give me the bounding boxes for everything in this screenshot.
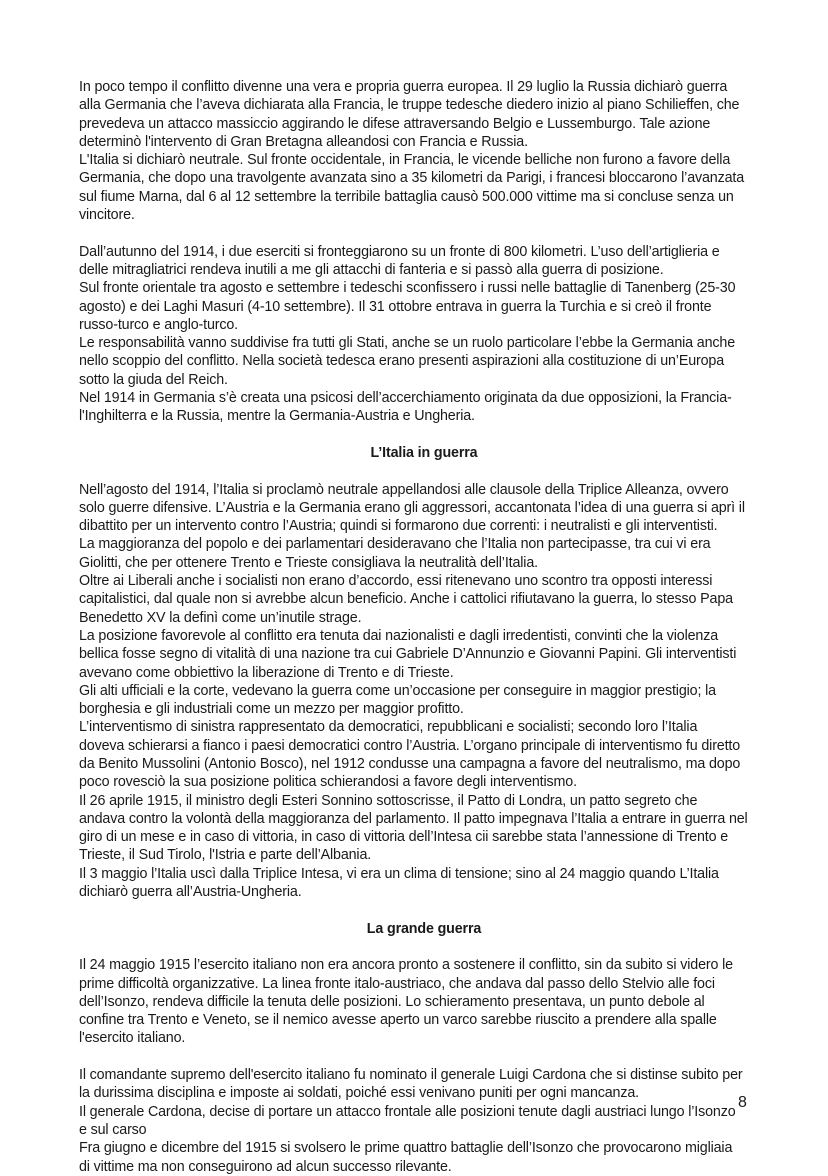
spacer xyxy=(79,426,769,444)
text-line: borghesia e gli industriali come un mezzo per maggior profitto. xyxy=(79,701,464,718)
document-section xyxy=(79,78,769,426)
text-line: Dall’autunno del 1914, i due eserciti si fronteggiarono su un fronte di 800 kilometri. L’uso dell’artiglieria e xyxy=(79,243,720,260)
text-line: prime difficoltà organizzative. La linea fronte italo-austriaco, che andava dal passo dello Stelvio alle foci xyxy=(79,975,715,992)
text-line: Il 3 maggio l’Italia uscì dalla Triplice Intesa, vi era un clima di tensione; sino al 24 maggio quando L’Italia xyxy=(79,865,719,882)
text-line: Il 26 aprile 1915, il ministro degli Esteri Sonnino sottoscrisse, il Patto di Londra, un patto segreto che xyxy=(79,792,698,809)
document-section xyxy=(79,901,769,1175)
text-line: poco rovesciò la sua posizione politica schierandosi a favore degli interventismo. xyxy=(79,774,577,791)
text-line: Fra giugno e dicembre del 1915 si svolsero le prime quattro battaglie dell’Isonzo che provocarono migliaia xyxy=(79,1140,733,1157)
text-line: andava contro la volontà della maggioranza del parlamento. Il patto impegnava l’Italia a entrare in guerra nel xyxy=(79,810,748,827)
text-line: avevano come obbiettivo la liberazione di Trento e di Trieste. xyxy=(79,664,454,681)
text-line: sul fiume Marna, dal 6 al 12 settembre la terribile battaglia causò 500.000 vittime ma si concluse senza un xyxy=(79,188,734,205)
section-heading: L’Italia in guerra xyxy=(370,444,478,461)
text-line: Nell’agosto del 1914, l’Italia si proclamò neutrale appellandosi alle clausole della Triplice Alleanza, ovvero xyxy=(79,481,729,498)
text-line: Gli alti ufficiali e la corte, vedevano la guerra come un’occasione per conseguire in maggior prestigio; la xyxy=(79,682,716,699)
text-line: La maggioranza del popolo e dei parlamentari desideravano che l’Italia non partecipasse, tra cui vi era xyxy=(79,536,711,553)
text-line: l'Inghilterra e la Russia, mentre la Germania-Austria e Ungheria. xyxy=(79,408,475,425)
text-line: alla Germania che l’aveva dichiarata alla Francia, le truppe tedesche diedero inizio al piano Schilieffen, che xyxy=(79,97,740,114)
text-line: Il comandante supremo dell'esercito italiano fu nominato il generale Luigi Cardona che si distinse subito per xyxy=(79,1067,743,1084)
text-line: e sul carso xyxy=(79,1121,147,1138)
text-line: doveva schierarsi a fianco i paesi democratici contro l’Austria. L’organo principale di interventismo fu diretto xyxy=(79,737,741,754)
text-line: Oltre ai Liberali anche i socialisti non erano d’accordo, essi ritenevano uno scontro tra opposti interessi xyxy=(79,573,713,590)
text-line: L'Italia si dichiarò neutrale. Sul fronte occidentale, in Francia, le vicende belliche non furono a favore della xyxy=(79,152,731,169)
paragraph xyxy=(79,481,769,902)
text-line: delle mitragliatrici rendeva inutili a me gli attacchi di fanteria e si passò alla guerra di posizione. xyxy=(79,261,664,278)
text-line: Nel 1914 in Germania s’è creata una psicosi dell’accerchiamento originata da due opposizioni, la Francia- xyxy=(79,390,732,407)
text-line: vincitore. xyxy=(79,207,135,224)
spacer xyxy=(79,462,769,480)
text-line: L’interventismo di sinistra rappresentato da democratici, repubblicani e socialisti; secondo loro l’Italia xyxy=(79,719,698,736)
paragraph xyxy=(79,1066,769,1176)
text-line: Giolitti, che per ottenere Trento e Trieste consigliava la neutralità dell’Italia. xyxy=(79,554,538,571)
text-line: confine tra Trento e Veneto, se il nemico avesse aperto un varco sarebbe riuscito a prendere alla spalle xyxy=(79,1012,717,1029)
text-line: solo guerre difensive. L’Austria e la Germania erano gli aggressori, accantonata l’idea di una guerra si aprì il xyxy=(79,499,745,516)
text-line: bellica fosse segno di vitalità di una nazione tra cui Gabriele D’Annunzio e Giovanni Papini. Gli interventisti xyxy=(79,646,737,663)
paragraph xyxy=(79,956,769,1047)
text-line: Trieste, il Sud Tirolo, l'Istria e parte dell’Albania. xyxy=(79,847,372,864)
text-line: dell’Isonzo, rendeva difficile la tenuta delle posizioni. Lo schieramento presentava, un punto debole al xyxy=(79,993,705,1010)
text-line: Germania, che dopo una travolgente avanzata sino a 35 kilometri da Parigi, i francesi bloccarono l’avanzata xyxy=(79,170,745,187)
text-line: In poco tempo il conflitto divenne una vera e propria guerra europea. Il 29 luglio la Russia dichiarò guerra xyxy=(79,79,728,95)
document-page xyxy=(79,78,769,1176)
text-line: determinò l'intervento di Gran Bretagna alleandosi con Francia e Russia. xyxy=(79,133,528,150)
text-line: prevedeva un attacco massiccio aggirando le difese attraversando Belgio e Lussemburgo. Tale azione xyxy=(79,115,711,132)
text-line: Il generale Cardona, decise di portare un attacco frontale alle posizioni tenute dagli austriaci lungo l’Isonzo xyxy=(79,1103,736,1120)
text-line: russo-turco e anglo-turco. xyxy=(79,316,238,333)
page-number: 8 xyxy=(738,1094,747,1111)
spacer xyxy=(79,938,769,956)
text-line: agosto) e dei Laghi Masuri (4-10 settembre). Il 31 ottobre entrava in guerra la Turchia e si creò il fronte xyxy=(79,298,712,315)
section-heading: La grande guerra xyxy=(366,920,482,937)
spacer xyxy=(79,224,769,242)
text-line: di vittime ma non conseguirono ad alcun successo rilevante. xyxy=(79,1158,452,1175)
text-line: Le responsabilità vanno suddivise fra tutti gli Stati, anche se un ruolo particolare l’ebbe la Germania anche xyxy=(79,335,736,352)
spacer xyxy=(79,1048,769,1066)
paragraph xyxy=(79,243,769,426)
paragraph xyxy=(79,78,769,224)
text-line: Benedetto XV la definì come un’inutile strage. xyxy=(79,609,362,626)
text-line: la durissima disciplina e imposte ai soldati, poiché essi venivano puniti per ogni mancanza. xyxy=(79,1085,639,1102)
text-line: giro di un mese e in caso di vittoria, in caso di vittoria dell’Intesa cii sarebbe stata l’annessione di Trento e xyxy=(79,829,729,846)
text-line: La posizione favorevole al conflitto era tenuta dai nazionalisti e dagli irredentisti, convinti che la violenza xyxy=(79,627,719,644)
document-section xyxy=(79,426,769,902)
text-line: capitalistici, dal quale non si avrebbe alcun beneficio. Anche i cattolici rifiutavano la guerra, lo stesso Papa xyxy=(79,591,733,608)
text-line: sotto la giuda del Reich. xyxy=(79,371,228,388)
text-line: Sul fronte orientale tra agosto e settembre i tedeschi sconfissero i russi nelle battaglie di Tanenberg (25-30 xyxy=(79,280,736,297)
text-line: Il 24 maggio 1915 l’esercito italiano non era ancora pronto a sostenere il conflitto, sin da subito si videro le xyxy=(79,957,733,974)
text-line: dibattito per un intervento contro l’Austria; quindi si formarono due correnti: i neutralisti e gli interventisti. xyxy=(79,518,718,535)
text-line: da Benito Mussolini (Antonio Bosco), nel 1912 condusse una campagna a favore del neutralismo, ma dopo xyxy=(79,755,741,772)
text-line: dichiarò guerra all’Austria-Ungheria. xyxy=(79,884,302,901)
spacer xyxy=(79,901,769,919)
text-line: nello scoppio del conflitto. Nella società tedesca erano presenti aspirazioni alla costituzione di un’Europa xyxy=(79,353,725,370)
text-line: l'esercito italiano. xyxy=(79,1030,186,1047)
